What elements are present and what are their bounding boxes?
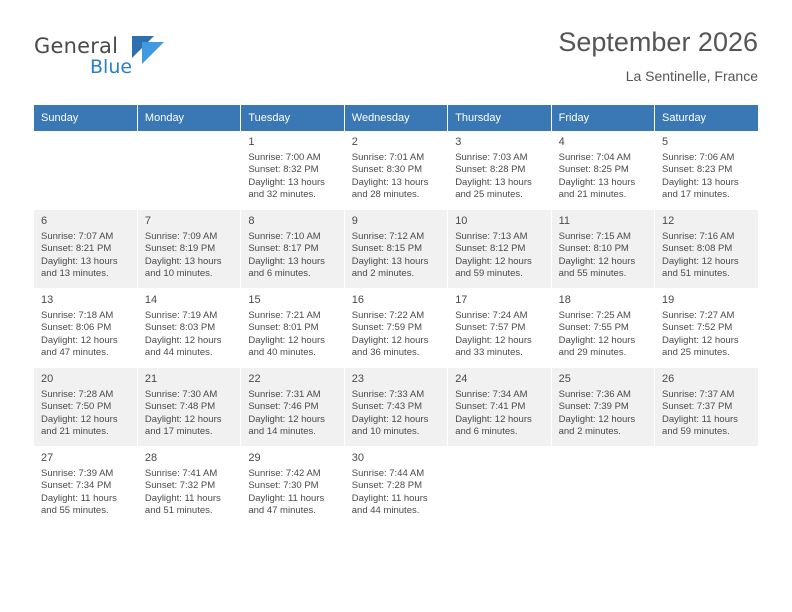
day-sun-info <box>455 231 544 281</box>
day-number: 25 <box>558 373 571 385</box>
day-sun-info-line: Daylight: 12 hours <box>558 413 636 425</box>
day-number: 4 <box>558 136 565 148</box>
day-number: 14 <box>144 294 158 306</box>
day-sun-info-line: Sunset: 7:37 PM <box>662 401 733 413</box>
day-sun-info-line: Daylight: 12 hours <box>662 255 739 267</box>
day-number: 19 <box>662 294 675 306</box>
day-sun-info-line: Sunset: 7:55 PM <box>558 322 629 334</box>
day-cell-content <box>655 210 758 279</box>
day-cell-content <box>655 289 758 358</box>
day-cell-content <box>655 447 758 516</box>
day-sun-info-line: Sunset: 8:25 PM <box>558 164 629 176</box>
day-sun-info <box>662 310 752 360</box>
weekday-header-tuesday: Tuesday <box>241 105 344 131</box>
day-sun-info-line: Sunset: 7:39 PM <box>558 401 629 413</box>
day-number <box>145 136 234 139</box>
day-sun-info-line: and 47 minutes. <box>41 347 109 359</box>
day-cell-content <box>448 289 550 358</box>
day-number: 22 <box>248 373 261 385</box>
day-sun-info-line: Sunrise: 7:19 AM <box>144 310 218 321</box>
day-sun-info-line: Sunrise: 7:10 AM <box>248 231 321 242</box>
day-number: 24 <box>455 373 468 385</box>
day-sun-info <box>248 389 337 439</box>
day-sun-info-line: Sunrise: 7:37 AM <box>662 389 735 400</box>
day-sun-info-line: Sunset: 7:57 PM <box>455 322 526 334</box>
page-title: September 2026 <box>558 27 758 57</box>
day-sun-info-line: Sunrise: 7:27 AM <box>662 310 735 321</box>
day-sun-info <box>41 231 131 281</box>
day-sun-info-line: Daylight: 12 hours <box>248 334 325 346</box>
calendar-day-cell[interactable] <box>655 210 758 289</box>
weekday-header-row <box>34 105 758 131</box>
day-sun-info <box>559 152 648 202</box>
day-cell-content <box>138 447 240 516</box>
day-sun-info <box>559 389 648 439</box>
day-sun-info-line: Sunset: 8:15 PM <box>351 243 422 255</box>
day-sun-info-line: and 33 minutes. <box>455 347 523 359</box>
day-number: 13 <box>41 294 54 306</box>
day-number: 12 <box>662 215 675 227</box>
day-sun-info <box>41 468 131 518</box>
day-sun-info-line: and 2 minutes. <box>351 268 415 280</box>
day-cell-content <box>34 210 137 279</box>
day-number: 11 <box>558 215 571 227</box>
weekday-header-saturday: Saturday <box>655 105 758 131</box>
day-number: 17 <box>455 294 468 306</box>
day-cell-content <box>655 368 758 437</box>
brand-name-top: General <box>34 34 119 58</box>
day-sun-info <box>352 152 441 202</box>
day-sun-info-line: Sunset: 7:30 PM <box>248 480 319 492</box>
calendar-empty-cell <box>34 131 137 210</box>
calendar-day-cell[interactable] <box>241 447 344 526</box>
day-sun-info-line: Sunset: 7:43 PM <box>351 401 422 413</box>
day-sun-info <box>662 389 752 439</box>
day-sun-info-line: Daylight: 12 hours <box>41 413 118 425</box>
day-sun-info-line: and 51 minutes. <box>662 268 730 280</box>
day-cell-content <box>241 368 343 437</box>
calendar-day-cell[interactable] <box>551 210 654 289</box>
day-sun-info-line: Daylight: 11 hours <box>144 492 221 504</box>
day-sun-info <box>248 231 337 281</box>
day-sun-info-line: Daylight: 13 hours <box>248 255 325 267</box>
day-number: 21 <box>144 373 158 385</box>
day-sun-info-line: Sunset: 7:34 PM <box>41 480 112 492</box>
day-sun-info <box>145 231 234 281</box>
day-sun-info-line: Sunset: 7:32 PM <box>144 480 216 492</box>
day-sun-info-line: Sunset: 8:03 PM <box>144 322 216 334</box>
day-sun-info-line: Sunrise: 7:34 AM <box>455 389 528 400</box>
day-sun-info-line: Sunset: 7:48 PM <box>144 401 216 413</box>
day-sun-info-line: and 14 minutes. <box>248 426 316 438</box>
day-sun-info-line: Sunrise: 7:15 AM <box>558 231 631 242</box>
day-sun-info-line: and 32 minutes. <box>248 189 316 201</box>
day-sun-info <box>352 231 441 281</box>
day-cell-content <box>138 289 240 358</box>
day-sun-info-line: and 6 minutes. <box>455 426 518 438</box>
day-sun-info-line: and 10 minutes. <box>351 426 420 438</box>
day-number: 30 <box>351 452 365 464</box>
day-number <box>662 452 752 455</box>
day-sun-info-line: Sunset: 8:32 PM <box>248 164 319 176</box>
day-sun-info-line: Daylight: 13 hours <box>351 176 429 188</box>
day-sun-info-line: Daylight: 13 hours <box>351 255 429 267</box>
day-cell-content <box>345 447 447 516</box>
day-sun-info-line: Daylight: 12 hours <box>41 334 118 346</box>
calendar-day-cell[interactable] <box>344 368 447 447</box>
day-cell-content <box>241 210 343 279</box>
day-sun-info-line: Daylight: 13 hours <box>144 255 222 267</box>
day-sun-info-line: Sunset: 8:17 PM <box>248 243 319 255</box>
weekday-header-monday: Monday <box>137 105 240 131</box>
day-sun-info-line: and 55 minutes. <box>41 505 109 517</box>
day-number: 7 <box>144 215 152 227</box>
day-sun-info-line: Sunset: 8:28 PM <box>455 164 526 176</box>
day-number: 1 <box>248 136 255 148</box>
day-sun-info-line: and 17 minutes. <box>144 426 213 438</box>
day-sun-info-line: and 25 minutes. <box>455 189 523 201</box>
day-number: 8 <box>248 215 255 227</box>
day-number <box>455 452 544 455</box>
day-cell-content <box>448 210 550 279</box>
day-sun-info-line: Sunset: 7:52 PM <box>662 322 733 334</box>
day-sun-info-line: Sunset: 7:46 PM <box>248 401 319 413</box>
day-sun-info-line: Daylight: 12 hours <box>248 413 325 425</box>
day-number: 9 <box>351 215 358 227</box>
calendar-empty-cell <box>551 447 654 526</box>
calendar-day-cell[interactable] <box>344 131 447 210</box>
day-sun-info-line: and 28 minutes. <box>351 189 420 201</box>
calendar-week-row <box>34 368 758 447</box>
day-sun-info-line: and 59 minutes. <box>455 268 523 280</box>
day-sun-info <box>455 310 544 360</box>
page-header <box>34 26 758 88</box>
day-sun-info-line: Sunrise: 7:41 AM <box>144 468 218 479</box>
day-sun-info-line: Sunset: 7:41 PM <box>455 401 526 413</box>
day-cell-content <box>241 289 343 358</box>
day-sun-info-line: and 44 minutes. <box>351 505 420 517</box>
day-sun-info <box>145 389 234 439</box>
day-number: 10 <box>455 215 468 227</box>
day-sun-info-line: Daylight: 12 hours <box>455 255 532 267</box>
brand-name-bottom: Blue <box>90 56 133 78</box>
day-cell-content <box>655 131 758 200</box>
day-number: 3 <box>455 136 462 148</box>
day-sun-info-line: Sunrise: 7:22 AM <box>351 310 425 321</box>
day-number: 20 <box>41 373 54 385</box>
day-sun-info-line: Daylight: 12 hours <box>558 255 636 267</box>
day-sun-info <box>559 231 648 281</box>
day-cell-content <box>448 368 550 437</box>
day-sun-info-line: and 47 minutes. <box>248 505 316 517</box>
calendar-day-cell[interactable] <box>137 447 240 526</box>
day-number: 16 <box>351 294 365 306</box>
day-sun-info <box>248 468 337 518</box>
day-number: 29 <box>248 452 261 464</box>
day-sun-info-line: and 59 minutes. <box>662 426 730 438</box>
day-number <box>559 452 648 455</box>
calendar-day-cell[interactable] <box>241 368 344 447</box>
day-sun-info-line: Sunrise: 7:06 AM <box>662 152 735 163</box>
day-sun-info-line: Sunrise: 7:04 AM <box>558 152 631 163</box>
day-sun-info-line: Daylight: 13 hours <box>662 176 739 188</box>
calendar-day-cell[interactable] <box>448 131 551 210</box>
day-sun-info-line: Sunset: 8:23 PM <box>662 164 733 176</box>
day-sun-info-line: Daylight: 11 hours <box>662 413 738 425</box>
calendar-empty-cell <box>448 447 551 526</box>
calendar-day-cell[interactable] <box>344 447 447 526</box>
day-sun-info-line: Sunrise: 7:13 AM <box>455 231 528 242</box>
day-sun-info-line: Sunset: 8:10 PM <box>558 243 629 255</box>
day-sun-info-line: Sunrise: 7:21 AM <box>248 310 321 321</box>
day-cell-content <box>552 289 654 358</box>
weekday-header-thursday: Thursday <box>448 105 551 131</box>
day-cell-content <box>138 368 240 437</box>
day-sun-info-line: Sunrise: 7:24 AM <box>455 310 528 321</box>
calendar-day-cell[interactable] <box>137 210 240 289</box>
day-sun-info-line: Sunrise: 7:16 AM <box>662 231 735 242</box>
calendar-day-cell[interactable] <box>34 289 137 368</box>
day-sun-info-line: and 25 minutes. <box>662 347 730 359</box>
double-triangle-logo-icon <box>132 36 166 62</box>
day-sun-info-line: Daylight: 12 hours <box>455 334 532 346</box>
weekday-header-wednesday: Wednesday <box>344 105 447 131</box>
day-sun-info <box>352 389 441 439</box>
day-number: 26 <box>662 373 675 385</box>
day-sun-info-line: Daylight: 12 hours <box>662 334 739 346</box>
weekday-header-friday: Friday <box>551 105 654 131</box>
day-sun-info-line: Sunset: 7:59 PM <box>351 322 422 334</box>
calendar-day-cell[interactable] <box>448 210 551 289</box>
day-cell-content <box>241 447 343 516</box>
day-sun-info-line: Daylight: 12 hours <box>351 413 429 425</box>
day-sun-info-line: Sunset: 8:01 PM <box>248 322 319 334</box>
calendar-day-cell[interactable] <box>655 131 758 210</box>
calendar-day-cell[interactable] <box>241 289 344 368</box>
calendar-day-cell[interactable] <box>655 289 758 368</box>
day-cell-content <box>34 289 137 358</box>
day-number: 18 <box>558 294 571 306</box>
day-number: 6 <box>41 215 48 227</box>
day-sun-info-line: Sunrise: 7:33 AM <box>351 389 425 400</box>
day-sun-info-line: Sunrise: 7:42 AM <box>248 468 321 479</box>
day-sun-info-line: Sunset: 7:28 PM <box>351 480 422 492</box>
day-cell-content <box>34 447 137 516</box>
day-sun-info-line: Daylight: 11 hours <box>248 492 325 504</box>
day-sun-info-line: and 21 minutes. <box>558 189 627 201</box>
day-cell-content <box>552 368 654 437</box>
calendar-day-cell[interactable] <box>137 289 240 368</box>
day-number: 28 <box>144 452 158 464</box>
calendar-week-row <box>34 447 758 526</box>
day-sun-info-line: Daylight: 12 hours <box>351 334 429 346</box>
calendar-empty-cell <box>655 447 758 526</box>
day-sun-info-line: Daylight: 13 hours <box>455 176 532 188</box>
day-sun-info-line: Sunrise: 7:07 AM <box>41 231 114 242</box>
day-sun-info-line: and 51 minutes. <box>144 505 213 517</box>
day-cell-content <box>345 368 447 437</box>
day-sun-info-line: and 2 minutes. <box>558 426 621 438</box>
day-sun-info-line: Daylight: 12 hours <box>558 334 636 346</box>
day-sun-info <box>145 310 234 360</box>
day-sun-info-line: Daylight: 13 hours <box>558 176 636 188</box>
day-cell-content <box>448 447 550 516</box>
day-number: 2 <box>351 136 358 148</box>
calendar-day-cell[interactable] <box>344 210 447 289</box>
day-cell-content <box>34 131 137 200</box>
day-sun-info-line: and 36 minutes. <box>351 347 420 359</box>
day-sun-info-line: Sunrise: 7:00 AM <box>248 152 321 163</box>
calendar-day-cell[interactable] <box>551 368 654 447</box>
day-cell-content <box>34 368 137 437</box>
day-sun-info-line: Sunset: 8:06 PM <box>41 322 112 334</box>
day-cell-content <box>138 210 240 279</box>
calendar-day-cell[interactable] <box>344 289 447 368</box>
day-sun-info-line: Sunrise: 7:39 AM <box>41 468 114 479</box>
day-sun-info-line: and 55 minutes. <box>558 268 627 280</box>
day-sun-info-line: and 10 minutes. <box>144 268 213 280</box>
day-sun-info-line: Daylight: 13 hours <box>41 255 118 267</box>
day-sun-info-line: Sunrise: 7:31 AM <box>248 389 321 400</box>
day-sun-info-line: Daylight: 12 hours <box>144 413 222 425</box>
day-sun-info <box>352 310 441 360</box>
day-cell-content <box>138 131 240 200</box>
calendar-day-cell[interactable] <box>655 368 758 447</box>
day-sun-info-line: Sunset: 8:19 PM <box>144 243 216 255</box>
calendar-day-cell[interactable] <box>241 210 344 289</box>
location-label: La Sentinelle, France <box>625 68 758 84</box>
day-sun-info <box>352 468 441 518</box>
title-block <box>558 26 758 84</box>
day-sun-info-line: Daylight: 13 hours <box>248 176 325 188</box>
calendar-day-cell[interactable] <box>34 210 137 289</box>
day-sun-info <box>455 152 544 202</box>
day-sun-info <box>248 152 337 202</box>
day-cell-content <box>552 210 654 279</box>
day-sun-info-line: Sunrise: 7:36 AM <box>558 389 631 400</box>
day-sun-info <box>41 389 131 439</box>
day-cell-content <box>552 447 654 516</box>
day-sun-info <box>145 468 234 518</box>
day-number: 15 <box>248 294 261 306</box>
day-sun-info-line: Daylight: 12 hours <box>144 334 222 346</box>
day-sun-info-line: and 17 minutes. <box>662 189 730 201</box>
day-sun-info <box>662 152 752 202</box>
day-sun-info-line: Daylight: 12 hours <box>455 413 532 425</box>
calendar-day-cell[interactable] <box>448 368 551 447</box>
calendar-day-cell[interactable] <box>34 368 137 447</box>
day-number: 5 <box>662 136 669 148</box>
day-cell-content <box>552 131 654 200</box>
day-number: 23 <box>351 373 365 385</box>
calendar-day-cell[interactable] <box>551 131 654 210</box>
day-cell-content <box>345 131 447 200</box>
day-sun-info-line: Sunset: 8:08 PM <box>662 243 733 255</box>
day-sun-info-line: Sunrise: 7:25 AM <box>558 310 631 321</box>
day-cell-content <box>345 289 447 358</box>
calendar-day-cell[interactable] <box>137 368 240 447</box>
day-sun-info-line: and 29 minutes. <box>558 347 627 359</box>
calendar-day-cell[interactable] <box>551 289 654 368</box>
calendar-week-row <box>34 131 758 210</box>
day-number: 27 <box>41 452 54 464</box>
day-sun-info-line: Sunrise: 7:44 AM <box>351 468 425 479</box>
day-sun-info-line: Sunrise: 7:12 AM <box>351 231 425 242</box>
day-sun-info-line: Daylight: 11 hours <box>41 492 117 504</box>
day-sun-info-line: Sunset: 7:50 PM <box>41 401 112 413</box>
day-sun-info-line: Sunset: 8:21 PM <box>41 243 112 255</box>
calendar-empty-cell <box>137 131 240 210</box>
day-sun-info-line: Daylight: 11 hours <box>351 492 428 504</box>
day-sun-info-line: and 6 minutes. <box>248 268 311 280</box>
day-sun-info <box>455 389 544 439</box>
calendar-day-cell[interactable] <box>448 289 551 368</box>
calendar-day-cell[interactable] <box>34 447 137 526</box>
day-sun-info-line: Sunrise: 7:09 AM <box>144 231 218 242</box>
day-sun-info <box>41 310 131 360</box>
day-cell-content <box>345 210 447 279</box>
day-cell-content <box>448 131 550 200</box>
day-sun-info-line: Sunrise: 7:18 AM <box>41 310 114 321</box>
day-sun-info-line: Sunrise: 7:03 AM <box>455 152 528 163</box>
day-sun-info <box>559 310 648 360</box>
calendar-week-row <box>34 210 758 289</box>
calendar-table <box>34 105 758 526</box>
day-sun-info-line: and 40 minutes. <box>248 347 316 359</box>
day-sun-info-line: Sunset: 8:12 PM <box>455 243 526 255</box>
calendar-week-row <box>34 289 758 368</box>
day-sun-info-line: Sunrise: 7:30 AM <box>144 389 218 400</box>
day-sun-info-line: and 21 minutes. <box>41 426 109 438</box>
brand-logo[interactable] <box>34 34 214 84</box>
day-sun-info <box>248 310 337 360</box>
day-sun-info-line: Sunset: 8:30 PM <box>351 164 422 176</box>
day-sun-info-line: and 44 minutes. <box>144 347 213 359</box>
day-sun-info-line: Sunrise: 7:01 AM <box>351 152 425 163</box>
day-sun-info <box>662 231 752 281</box>
calendar-day-cell[interactable] <box>241 131 344 210</box>
day-sun-info-line: Sunrise: 7:28 AM <box>41 389 114 400</box>
day-cell-content <box>241 131 343 200</box>
day-sun-info-line: and 13 minutes. <box>41 268 109 280</box>
weekday-header-sunday: Sunday <box>34 105 137 131</box>
day-number <box>41 136 131 139</box>
